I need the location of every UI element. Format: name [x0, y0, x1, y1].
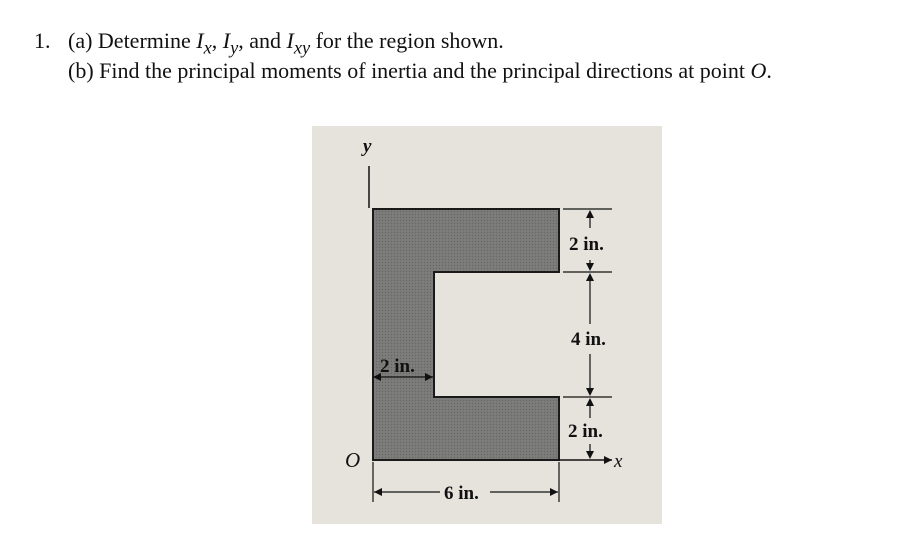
dim-bottom-flange-label: 2 in.	[568, 421, 603, 442]
ixy-subscript: xy	[293, 37, 311, 58]
ixy-symbol: I	[286, 28, 294, 53]
problem-number: 1.	[34, 28, 51, 53]
part-b	[68, 56, 772, 86]
dim-gap-label: 4 in.	[571, 329, 606, 350]
c-section-figure	[312, 126, 662, 524]
x-axis-label: x	[614, 451, 623, 472]
dim-width-label: 6 in.	[444, 483, 479, 504]
origin-label: O	[345, 448, 361, 472]
part-a-text-2: for the region shown.	[310, 28, 504, 53]
sep-1: ,	[211, 28, 223, 53]
dim-web-label: 2 in.	[380, 356, 415, 377]
iy-subscript: y	[230, 37, 239, 58]
ix-subscript: x	[203, 37, 212, 58]
iy-symbol: I	[222, 28, 231, 53]
part-b-label: (b)	[68, 58, 94, 83]
part-b-end: .	[766, 58, 772, 83]
ix-symbol: I	[196, 28, 204, 53]
part-a-label: (a)	[68, 28, 93, 53]
y-axis-label: y	[363, 136, 372, 157]
photo-background	[312, 126, 662, 524]
sep-2: , and	[238, 28, 287, 53]
figure-svg	[312, 126, 662, 524]
point-o-label: O	[750, 58, 767, 83]
part-a-text-1: Determine	[97, 28, 197, 53]
dim-top-flange-label: 2 in.	[569, 234, 604, 255]
part-b-text: Find the principal moments of inertia and the principal directions at point	[99, 58, 751, 83]
